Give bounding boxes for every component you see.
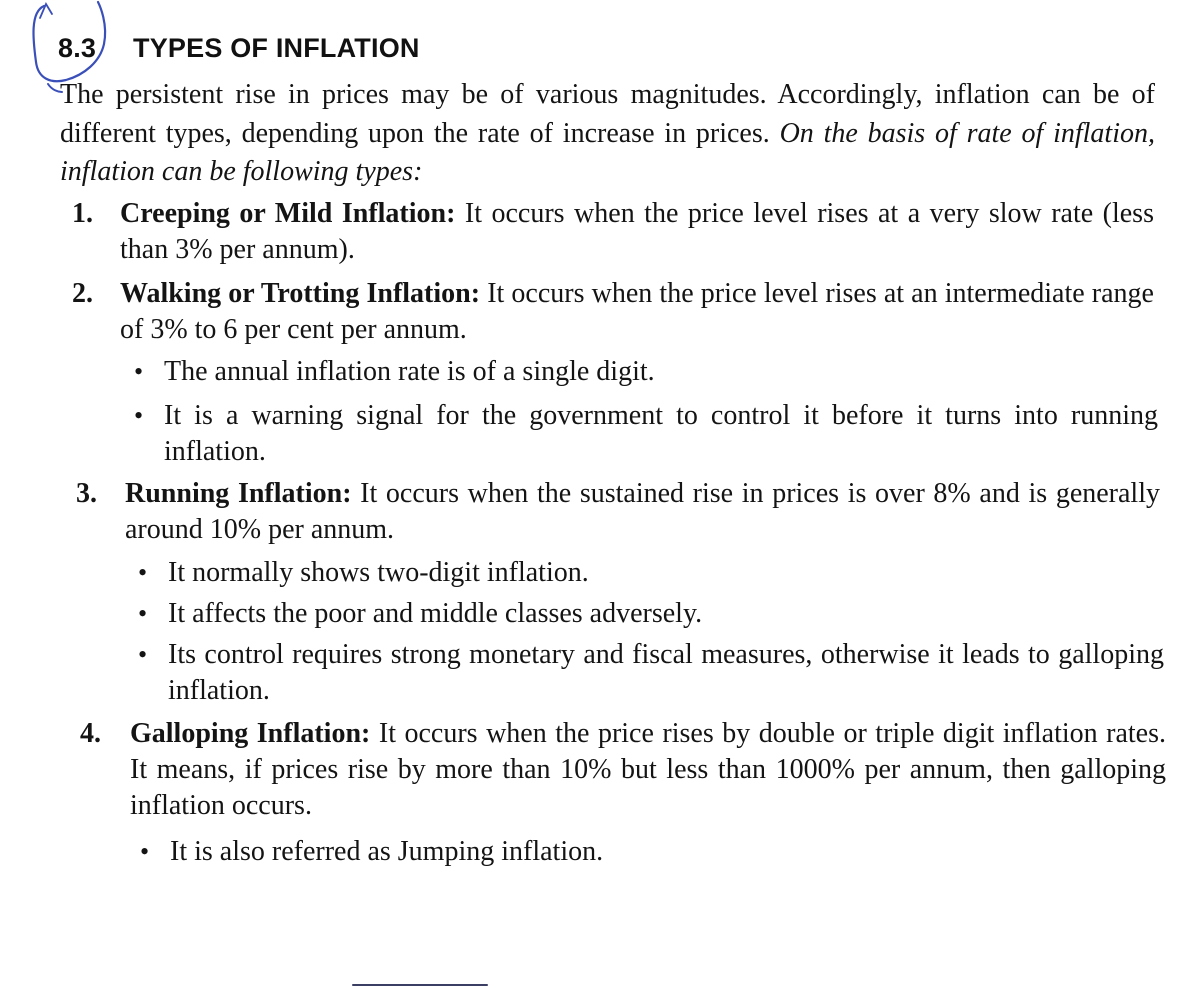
item-term: Creeping or Mild Inflation:: [120, 198, 456, 229]
item-number: 1.: [72, 198, 93, 229]
intro-paragraph: [60, 76, 1155, 192]
item-term: Galloping Inflation:: [130, 718, 371, 749]
bullet-text: It normally shows two-digit inflation.: [168, 557, 589, 588]
bullet-dot: •: [140, 837, 150, 866]
bullet-text: Its control requires strong monetary and fiscal measures, otherwise it leads to galloping inflation.: [168, 639, 1164, 706]
bullet-text: It is also referred as Jumping inflation.: [170, 836, 604, 867]
section-number: 8.3: [58, 33, 97, 63]
item-text: It occurs when the price level rises at an intermediate range of 3% to 6 per cent per annum.: [120, 278, 1154, 345]
bullet-dot: •: [138, 640, 148, 669]
bullet-dot: •: [134, 401, 144, 430]
item-text: It occurs when the sustained rise in prices is over 8% and is generally around 10% per annum.: [125, 478, 1160, 545]
item-text: It occurs when the price level rises at a very slow rate (less than 3% per annum).: [120, 198, 1154, 265]
item-term: Walking or Trotting Inflation:: [120, 278, 481, 309]
item-number: 3.: [76, 478, 97, 509]
section-title: TYPES OF INFLATION: [133, 33, 420, 63]
item-term: Running Inflation:: [125, 478, 352, 509]
bullet-text: It is a warning signal for the government to control it before it turns into running inflation.: [164, 400, 1158, 467]
bullet-dot: •: [138, 599, 148, 628]
footer-rule: [352, 984, 488, 986]
bullet-dot: •: [138, 558, 148, 587]
item-number: 2.: [72, 278, 93, 309]
bullet-text: The annual inflation rate is of a single digit.: [164, 356, 655, 387]
item-body: [125, 476, 1160, 548]
item-body: [120, 196, 1154, 268]
bullet-dot: •: [134, 357, 144, 386]
item-body: [120, 276, 1154, 348]
bullet-text: It affects the poor and middle classes adversely.: [168, 598, 703, 629]
item-body: [130, 716, 1166, 824]
item-text: It occurs when the price rises by double or triple digit inflation rates. It means, if prices rise by more than 10% but less than 1000% per annum, then galloping inflation occurs.: [130, 718, 1166, 821]
intro-italic-text: On the basis of rate of inflation, inflation can be following types:: [60, 117, 1155, 187]
intro-text: The persistent rise in prices may be of various magnitudes. Accordingly, inflation can be of different types, depending upon the rate of increase in prices.: [60, 79, 1155, 149]
item-number: 4.: [80, 718, 101, 749]
section-heading: [58, 33, 420, 64]
